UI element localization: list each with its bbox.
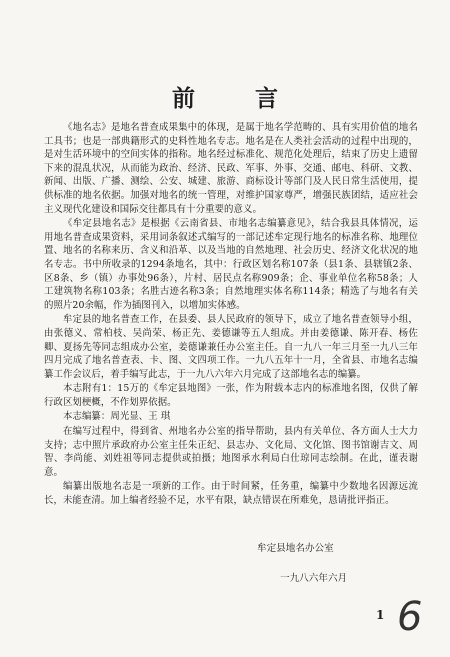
handwritten-page-mark: 6 bbox=[397, 594, 423, 640]
paragraph-2: 《牟定县地名志》是根据《云南省县、市地名志编纂意见》，结合我县具体情况，运用地名普查成果资料，采用词条叙述式编写的一部记述牟定现行地名的标准名称、地理位置、地名的名称来历、含义和沿革、以及当地的自然地理、社会历史、经济文化状况的地名专志。书中所收录的1294条地名，其中：行政区划名称107条（县1条、县辖镇2条、区8条、乡（镇）办事处96条），片村、居民点名称909条；企、事业单位名称58条；人工建筑物名称103条；名胜古迹名称3条；自然地理实体名称114条；精选了与地名有关的照片20余幅，作为插图刊入，以增加实体感。 bbox=[44, 218, 418, 311]
preface-body bbox=[44, 121, 418, 509]
paragraph-7: 编纂出版地名志是一项新的工作。由于时间紧，任务重，编纂中少数地名因源远流长，未能查清。加上编者经验不足，水平有限，缺点错误在所难免，恳请批评指正。 bbox=[44, 481, 418, 507]
paragraph-3: 牟定县的地名普查工作，在县委、县人民政府的领导下，成立了地名普查领导小组，由张德义、常柏枝、吴尚荣、杨正先、姜德谦等五人组成。并由姜德谦、陈开春、杨佐卿、夏扬先等同志组成办公室，姜德谦兼任办公室主任。自一九八一年三月至一九八三年四月完成了地名普查表、卡、图、文四项工作。一九八五年十一月，全省县、市地名志编纂工作会议后，着手编写此志，于一九八六年六月完成了这部地名志的编纂。 bbox=[44, 314, 418, 380]
paragraph-6: 在编写过程中，得到省、州地名办公室的指导帮助，县内有关单位、各方面人士大力支持；志中照片承政府办公室主任朱正纪、县志办、文化局、文化馆、图书馆谢吉文、周智、李尚能、刘姓祖等同志提供或拍摄；地图承水利局白仕琼同志绘制。在此，谨表谢意。 bbox=[44, 426, 418, 478]
paragraph-4: 本志附有1：15万的《牟定县地图》一张，作为附载本志内的标准地名图，仅供了解行政区划梗概，不作划界依据。 bbox=[44, 383, 418, 408]
paragraph-5: 本志编纂：周光显、王 琪 bbox=[63, 411, 171, 423]
paragraph-1: 《地名志》是地名普查成果集中的体现，是属于地名学范畴的、具有实用价值的地名工具书；也是一部典籍形式的史料性地名专志。地名是在人类社会活动的过程中出现的，是对生活环境中的空间实体的指称。地名经过标准化、规范化处理后，结束了历史上遗留下来的混乱状况，从而能为政治、经济、民政、军事、外事、交通、邮电、科研、文教、新闻、出版、广播、测绘、公安、城建、旅游、商标设计等部门及人民日常生活使用，提供标准的地名依据。加强对地名的统一管理，对维护国家尊严，增强民族团结，适应社会主义现代化建设和国际交往都具有十分重要的意义。 bbox=[44, 122, 418, 215]
page-title: 前 言 bbox=[171, 85, 304, 112]
page-number: 1 bbox=[376, 608, 385, 622]
signature-office: 牟定县地名办公室 bbox=[257, 543, 334, 554]
signature-date: 一九八六年六月 bbox=[280, 573, 348, 584]
